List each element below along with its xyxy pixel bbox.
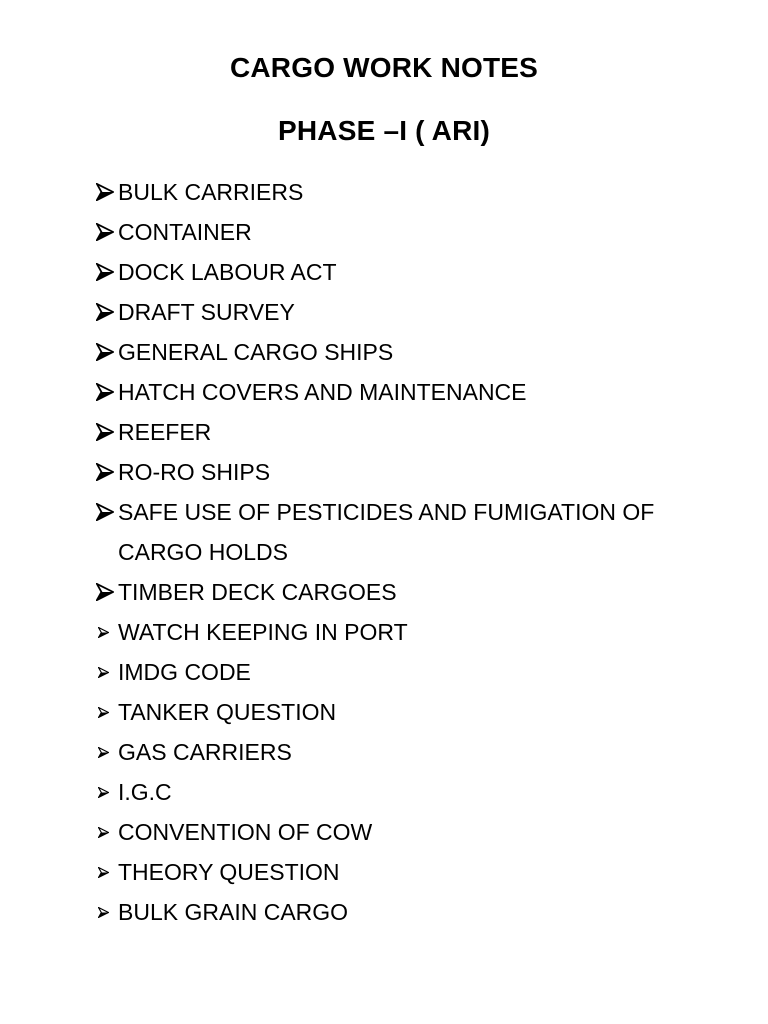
page-subtitle: PHASE –I ( ARI) — [278, 115, 490, 146]
arrow-bullet-large-icon — [96, 252, 118, 292]
list-item-label: HATCH COVERS AND MAINTENANCE — [118, 379, 527, 405]
list-item-label: REEFER — [118, 419, 212, 445]
list-item-label: BULK CARRIERS — [118, 179, 304, 205]
list-item — [96, 292, 716, 332]
arrow-bullet-large-icon — [96, 332, 118, 372]
list-item — [96, 172, 716, 212]
arrow-bullet-large-icon — [96, 492, 118, 532]
list-item — [96, 412, 716, 452]
list-item — [96, 892, 716, 932]
list-item-label: TIMBER DECK CARGOES — [118, 579, 397, 605]
list-item-label: DRAFT SURVEY — [118, 299, 295, 325]
list-item — [96, 692, 716, 732]
list-item — [96, 572, 716, 612]
list-item — [96, 212, 716, 252]
topic-list — [96, 172, 716, 932]
arrow-bullet-small-icon — [96, 612, 118, 652]
list-item-label: CONVENTION OF COW — [118, 819, 373, 845]
list-item — [96, 852, 716, 892]
arrow-bullet-small-icon — [96, 852, 118, 892]
list-item-label: TANKER QUESTION — [118, 699, 337, 725]
list-item-label: GENERAL CARGO SHIPS — [118, 339, 394, 365]
list-item-label: IMDG CODE — [118, 659, 251, 685]
arrow-bullet-large-icon — [96, 292, 118, 332]
arrow-bullet-small-icon — [96, 732, 118, 772]
list-item-label: WATCH KEEPING IN PORT — [118, 619, 408, 645]
list-item — [96, 492, 716, 572]
list-item-label: BULK GRAIN CARGO — [118, 899, 349, 925]
list-item-label: GAS CARRIERS — [118, 739, 292, 765]
arrow-bullet-large-icon — [96, 372, 118, 412]
arrow-bullet-small-icon — [96, 772, 118, 812]
list-item — [96, 332, 716, 372]
arrow-bullet-large-icon — [96, 452, 118, 492]
list-item-label: THEORY QUESTION — [118, 859, 340, 885]
list-item — [96, 252, 716, 292]
list-item-label: SAFE USE OF PESTICIDES AND FUMIGATION OF CARGO HOLDS — [118, 499, 655, 565]
arrow-bullet-small-icon — [96, 892, 118, 932]
arrow-bullet-large-icon — [96, 172, 118, 212]
list-item — [96, 812, 716, 852]
arrow-bullet-small-icon — [96, 692, 118, 732]
arrow-bullet-large-icon — [96, 572, 118, 612]
list-item-label: I.G.C — [118, 779, 172, 805]
list-item-label: CONTAINER — [118, 219, 252, 245]
arrow-bullet-large-icon — [96, 412, 118, 452]
arrow-bullet-large-icon — [96, 212, 118, 252]
list-item — [96, 772, 716, 812]
list-item-label: RO-RO SHIPS — [118, 459, 271, 485]
list-item-label: DOCK LABOUR ACT — [118, 259, 337, 285]
list-item — [96, 372, 716, 412]
list-item — [96, 732, 716, 772]
arrow-bullet-small-icon — [96, 652, 118, 692]
page-title: CARGO WORK NOTES — [229, 52, 539, 83]
list-item — [96, 612, 716, 652]
list-item — [96, 452, 716, 492]
arrow-bullet-small-icon — [96, 812, 118, 852]
list-item — [96, 652, 716, 692]
